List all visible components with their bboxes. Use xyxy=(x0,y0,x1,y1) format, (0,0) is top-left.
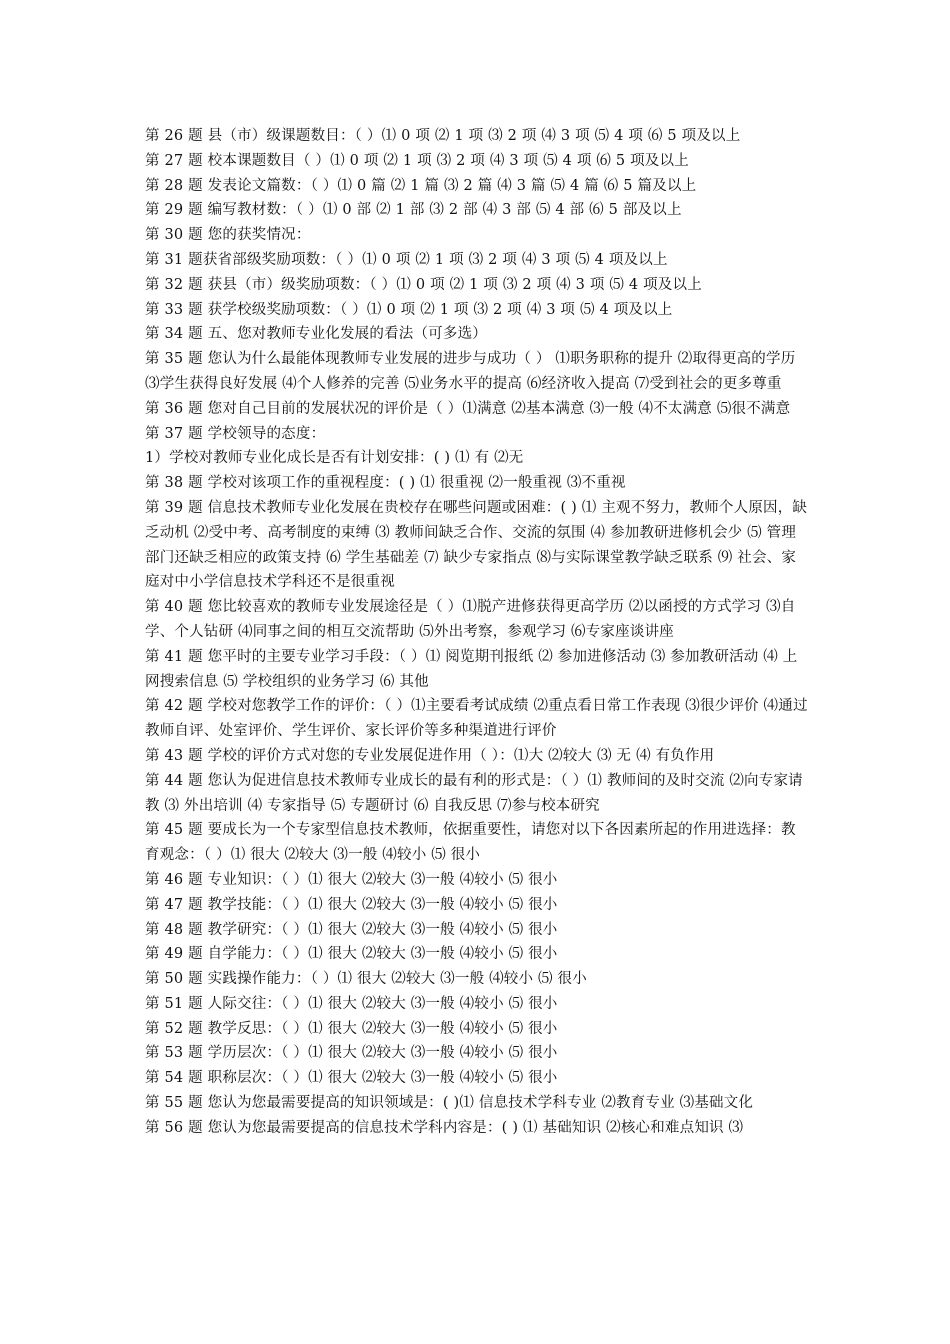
question-34: 第 34 题 五、您对教师专业化发展的看法（可多选） xyxy=(145,326,487,343)
question-51: 第 51 题 人际交往：（ ）⑴ 很大 ⑵较大 ⑶一般 ⑷较小 ⑸ 很小 xyxy=(145,995,558,1012)
question-31: 第 31 题获省部级奖励项数：（ ）⑴ 0 项 ⑵ 1 项 ⑶ 2 项 ⑷ 3 项 ⑸ 4 项及以上 xyxy=(145,251,668,268)
question-36: 第 36 题 您对自己目前的发展状况的评价是（ ）⑴满意 ⑵基本满意 ⑶一般 ⑷不太满意 ⑸很不满意 xyxy=(145,400,791,417)
question-40: 第 40 题 您比较喜欢的教师专业发展途径是（ ）⑴脱产进修获得更高学历 ⑵以函授的方式学习 ⑶自学、个人钻研 ⑷同事之间的相互交流帮助 ⑸外出考察，参观学习 ⑹专家座谈讲座 xyxy=(145,599,796,640)
question-49: 第 49 题 自学能力：（ ）⑴ 很大 ⑵较大 ⑶一般 ⑷较小 ⑸ 很小 xyxy=(145,946,558,963)
question-39: 第 39 题 信息技术教师专业化发展在贵校存在哪些问题或困难：( ) ⑴ 主观不努力，教师个人原因，缺乏动机 ⑵受中考、高考制度的束缚 ⑶ 教师间缺乏合作、交流的氛围 ⑷ 参加教研进修机会少 ⑸ 管理部门还缺乏相应的政策支持 ⑹ 学生基础差 ⑺ 缺少专家指点 ⑻与实际课堂教学缺乏联系 ⑼ 社会、家庭对中小学信息技术学科还不是很重视 xyxy=(145,499,808,591)
question-45: 第 45 题 要成长为一个专家型信息技术教师，依据重要性，请您对以下各因素所起的作用进选择：教育观念：（ ）⑴ 很大 ⑵较大 ⑶一般 ⑷较小 ⑸ 很小 xyxy=(145,822,796,864)
question-47: 第 47 题 教学技能：（ ）⑴ 很大 ⑵较大 ⑶一般 ⑷较小 ⑸ 很小 xyxy=(145,896,558,913)
question-54: 第 54 题 职称层次：（ ）⑴ 很大 ⑵较大 ⑶一般 ⑷较小 ⑸ 很小 xyxy=(145,1070,558,1087)
question-37: 第 37 题 学校领导的态度： xyxy=(145,425,326,442)
question-55: 第 55 题 您认为您最需要提高的知识领域是：( )⑴ 信息技术学科专业 ⑵教育专业 ⑶基础文化 xyxy=(145,1095,754,1112)
question-27: 第 27 题 校本课题数目（ ）⑴ 0 项 ⑵ 1 项 ⑶ 2 项 ⑷ 3 项 ⑸ 4 项 ⑹ 5 项及以上 xyxy=(145,152,689,169)
question-52: 第 52 题 教学反思：（ ）⑴ 很大 ⑵较大 ⑶一般 ⑷较小 ⑸ 很小 xyxy=(145,1020,558,1037)
question-43: 第 43 题 学校的评价方式对您的专业发展促进作用（ ）：⑴大 ⑵较大 ⑶ 无 ⑷ 有负作用 xyxy=(145,747,715,764)
question-44: 第 44 题 您认为促进信息技术教师专业成长的最有利的形式是：（ ）⑴ 教师间的及时交流 ⑵向专家请教 ⑶ 外出培训 ⑷ 专家指导 ⑸ 专题研讨 ⑹ 自我反思 ⑺参与校本研究 xyxy=(145,772,803,814)
question-37-sub-1: 1）学校对教师专业化成长是否有计划安排：( ) ⑴ 有 ⑵无 xyxy=(145,450,524,467)
question-42: 第 42 题 学校对您教学工作的评价：（ ）⑴主要看考试成绩 ⑵重点看日常工作表现 ⑶很少评价 ⑷通过教师自评、处室评价、学生评价、家长评价等多种渠道进行评价 xyxy=(145,698,808,740)
question-48: 第 48 题 教学研究：（ ）⑴ 很大 ⑵较大 ⑶一般 ⑷较小 ⑸ 很小 xyxy=(145,921,558,938)
question-26: 第 26 题 县（市）级课题数目：（ ）⑴ 0 项 ⑵ 1 项 ⑶ 2 项 ⑷ 3 项 ⑸ 4 项 ⑹ 5 项及以上 xyxy=(145,128,741,144)
survey-question-list xyxy=(145,124,810,1141)
question-35: 第 35 题 您认为什么最能体现教师专业发展的进步与成功（ ） ⑴职务职称的提升 ⑵取得更高的学历 ⑶学生获得良好发展 ⑷个人修养的完善 ⑸业务水平的提高 ⑹经济收入提高 ⑺受到社会的更多尊重 xyxy=(145,351,801,392)
question-32: 第 32 题 获县（市）级奖励项数：（ ）⑴ 0 项 ⑵ 1 项 ⑶ 2 项 ⑷ 3 项 ⑸ 4 项及以上 xyxy=(145,276,702,293)
question-41: 第 41 题 您平时的主要专业学习手段：（ ）⑴ 阅览期刊报纸 ⑵ 参加进修活动 ⑶ 参加教研活动 ⑷ 上网搜索信息 ⑸ 学校组织的业务学习 ⑹ 其他 xyxy=(145,648,798,690)
question-56: 第 56 题 您认为您最需要提高的信息技术学科内容是：( ) ⑴ 基础知识 ⑵核心和难点知识 ⑶ xyxy=(145,1119,744,1136)
question-46: 第 46 题 专业知识：（ ）⑴ 很大 ⑵较大 ⑶一般 ⑷较小 ⑸ 很小 xyxy=(145,871,558,888)
question-29: 第 29 题 编写教材数：（ ）⑴ 0 部 ⑵ 1 部 ⑶ 2 部 ⑷ 3 部 ⑸ 4 部 ⑹ 5 部及以上 xyxy=(145,202,682,219)
question-28: 第 28 题 发表论文篇数：（ ）⑴ 0 篇 ⑵ 1 篇 ⑶ 2 篇 ⑷ 3 篇 ⑸ 4 篇 ⑹ 5 篇及以上 xyxy=(145,177,697,194)
question-38: 第 38 题 学校对该项工作的重视程度：( ) ⑴ 很重视 ⑵一般重视 ⑶不重视 xyxy=(145,475,626,492)
question-50: 第 50 题 实践操作能力：（ ）⑴ 很大 ⑵较大 ⑶一般 ⑷较小 ⑸ 很小 xyxy=(145,971,587,988)
question-30: 第 30 题 您的获奖情况： xyxy=(145,227,311,244)
question-53: 第 53 题 学历层次：（ ）⑴ 很大 ⑵较大 ⑶一般 ⑷较小 ⑸ 很小 xyxy=(145,1045,558,1062)
question-33: 第 33 题 获学校级奖励项数：（ ）⑴ 0 项 ⑵ 1 项 ⑶ 2 项 ⑷ 3 项 ⑸ 4 项及以上 xyxy=(145,301,673,318)
